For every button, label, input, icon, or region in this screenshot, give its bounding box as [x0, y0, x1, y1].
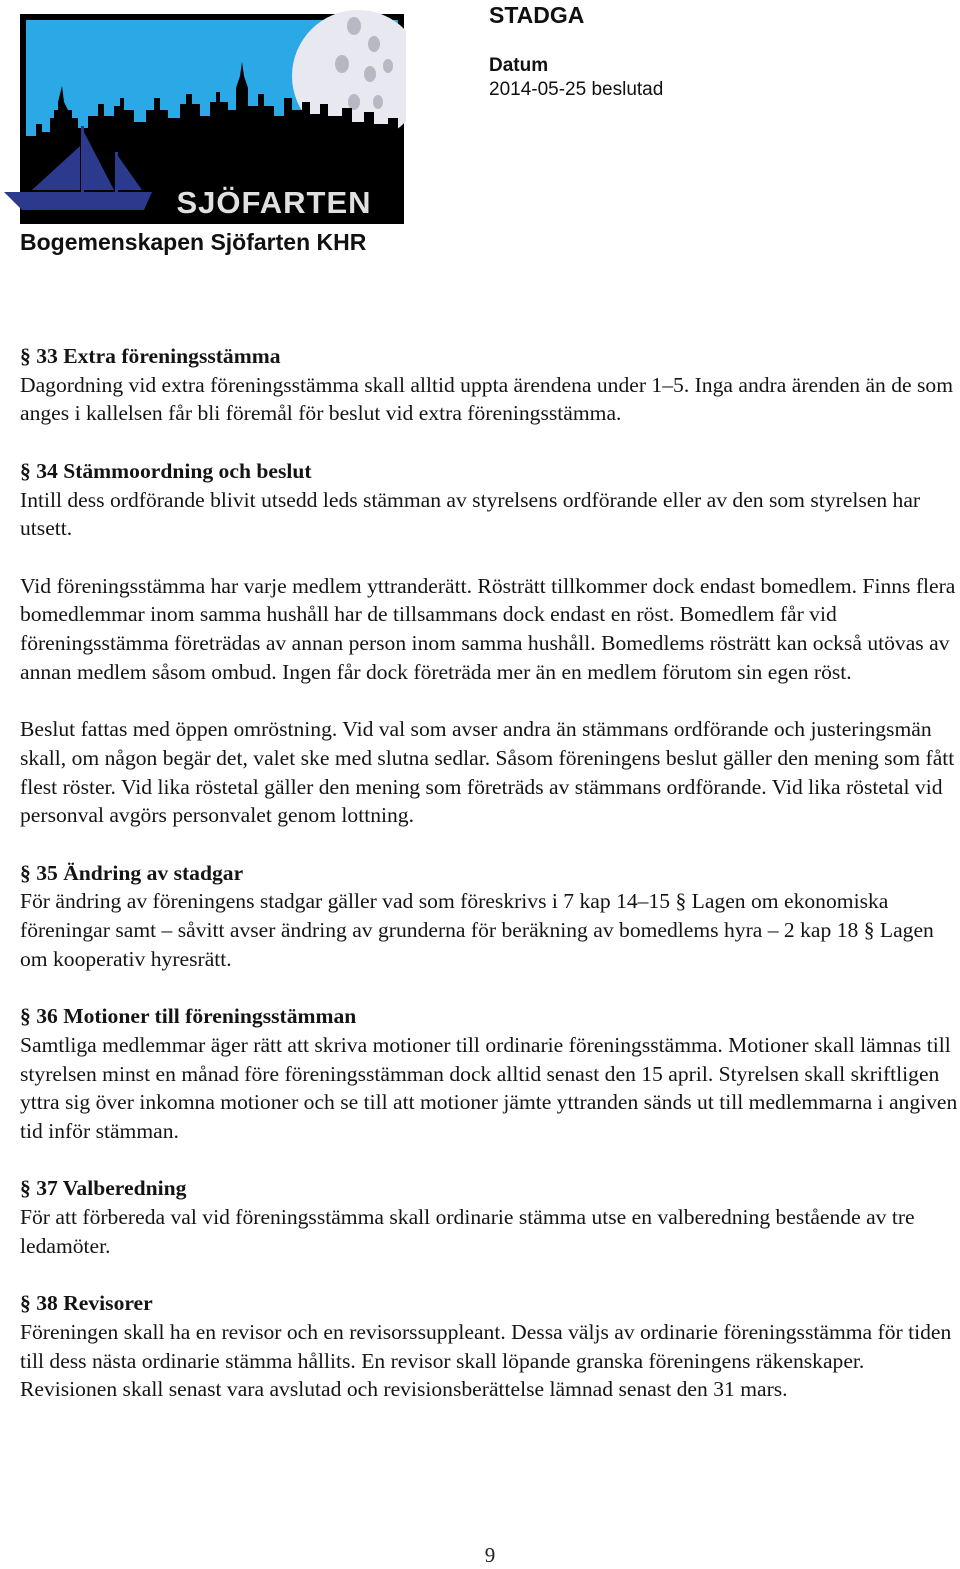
- section-36: [20, 1002, 958, 1146]
- section-paragraph: Samtliga medlemmar äger rätt att skriva motioner till ordinarie föreningsstämma. Motioner skall lämnas till styrelsen minst en månad före föreningsstämman dock alltid senast den 15 april. Styrelsen skall skriftligen yttra sig över inkomna motioner och se till att motioner jämte yttranden sänds ut till medlemmarna i angiven tid inför stämman.: [20, 1032, 958, 1143]
- section-37: [20, 1174, 958, 1260]
- section-title: § 35 Ändring av stadgar: [20, 860, 244, 885]
- document-type: STADGA: [489, 2, 585, 28]
- document-body: [20, 342, 958, 1433]
- section-paragraph: Intill dess ordförande blivit utsedd leds stämman av styrelsens ordförande eller av den som styrelsen har utsett.: [20, 487, 921, 541]
- section-paragraph: För ändring av föreningens stadgar gäller vad som föreskrivs i 7 kap 14–15 § Lagen om ekonomiska föreningar samt – såvitt avser ändring av grunderna för beräkning av bomedlems hyra – 2 kap 18 § Lagen om kooperativ hyresrätt.: [20, 889, 934, 971]
- section-paragraph: Dagordning vid extra föreningsstämma skall alltid uppta ärendena under 1–5. Inga andra ärenden än de som anges i kallelsen får bli föremål för beslut vid extra föreningsstämma.: [20, 372, 954, 426]
- section-title: § 38 Revisorer: [20, 1291, 153, 1316]
- section-38: [20, 1289, 958, 1404]
- section-title: § 34 Stämmoordning och beslut: [20, 458, 312, 483]
- section-34: [20, 457, 958, 830]
- section-paragraph: För att förbereda val vid föreningsstämma skall ordinarie stämma utse en valberedning bestående av tre ledamöter.: [20, 1205, 915, 1258]
- section-title: § 36 Motioner till föreningsstämman: [20, 1004, 357, 1029]
- logo-text: SJÖFARTEN: [176, 185, 372, 220]
- date-value: 2014-05-25 beslutad: [489, 79, 664, 100]
- section-35: [20, 859, 958, 974]
- section-title: § 37 Valberedning: [20, 1176, 187, 1201]
- section-paragraph: Vid föreningsstämma har varje medlem yttranderätt. Rösträtt tillkommer dock endast bomedlem. Finns flera bomedlemmar inom samma hushåll har de tillsammans dock endast en röst. Bomedlem får vid föreningsstämma företrädas av annan person inom samma hushåll. Bomedlems rösträtt kan också utövas av annan medlem såsom ombud. Ingen får dock företräda mer än en medlem förutom sin egen röst.: [20, 573, 956, 684]
- section-title: § 33 Extra föreningsstämma: [20, 344, 281, 368]
- section-paragraph: Föreningen skall ha en revisor och en revisorssuppleant. Dessa väljs av ordinarie föreningsstämma för tiden till dess nästa ordinarie stämma hållits. En revisor skall löpande granska föreningens räkenskaper. Revisionen skall senast vara avslutad och revisionsberättelse lämnad senast den 31 mars.: [20, 1319, 952, 1402]
- sjofarten-logo: [2, 6, 406, 224]
- section-paragraph: Beslut fattas med öppen omröstning. Vid val som avser andra än stämmans ordförande och justeringsmän skall, om någon begär det, valet ske med slutna sedlar. Såsom föreningens beslut gäller den mening som fått flest röster. Vid lika röstetal gäller den mening som företräds av stämmans ordförande. Vid lika röstetal vid personval avgörs personvalet genom lottning.: [20, 717, 955, 828]
- organization-name: Bogemenskapen Sjöfarten KHR: [20, 229, 367, 255]
- date-label: Datum: [489, 55, 549, 76]
- section-33: [20, 342, 958, 428]
- page-number: 9: [484, 1543, 496, 1567]
